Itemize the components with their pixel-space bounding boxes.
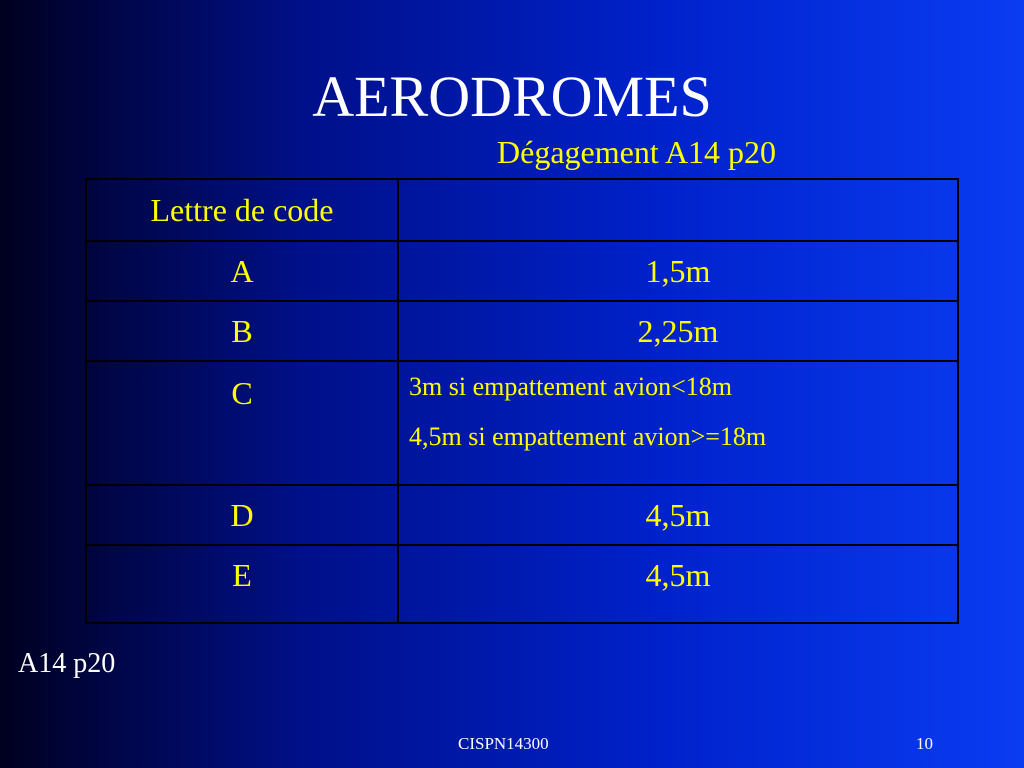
slide-title: AERODROMES xyxy=(312,64,712,129)
code-letter-cell: C xyxy=(86,361,398,485)
footer-page-number: 10 xyxy=(916,734,933,753)
clearance-value-cell: 1,5m xyxy=(398,241,958,301)
clearance-value-cell: 4,5m xyxy=(398,545,958,623)
code-letter-table xyxy=(85,178,959,624)
clearance-value-cell: 4,5m xyxy=(398,485,958,545)
clearance-value-cell xyxy=(398,361,958,485)
code-letter-cell: D xyxy=(86,485,398,545)
clearance-line: 4,5m si empattement avion>=18m xyxy=(409,422,767,451)
clearance-value-cell: 2,25m xyxy=(398,301,958,361)
reference-note: A14 p20 xyxy=(18,648,116,679)
header-cell-value xyxy=(398,179,958,241)
header-cell-code-letter: Lettre de code xyxy=(86,179,398,241)
code-letter-cell: E xyxy=(86,545,398,623)
code-letter-cell: B xyxy=(86,301,398,361)
table-row xyxy=(86,361,958,485)
table-row xyxy=(86,301,958,361)
clearance-line: 3m si empattement avion<18m xyxy=(409,372,732,401)
code-letter-cell: A xyxy=(86,241,398,301)
table-row xyxy=(86,485,958,545)
slide-subtitle: Dégagement A14 p20 xyxy=(497,134,777,170)
table-row xyxy=(86,545,958,623)
footer-course-code: CISPN14300 xyxy=(458,734,549,753)
table-row xyxy=(86,241,958,301)
table-header-row xyxy=(86,179,958,241)
